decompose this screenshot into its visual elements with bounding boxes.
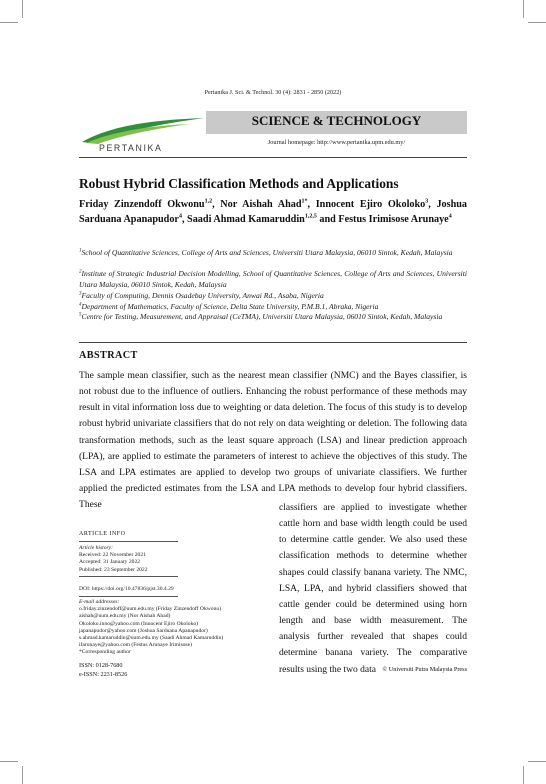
article-history	[79, 545, 269, 574]
email-entry[interactable]: aishah@uum.edu.my (Nor Aishah Ahad)	[79, 613, 171, 620]
affiliation-text: Institute of Strategic Industrial Decision Modelling, School of Quantitative Sciences, College of Arts and Sciences, Universiti Utara Malaysia, 06010 Sintok, Kedah, Malaysia	[79, 269, 467, 289]
doi[interactable]	[79, 586, 269, 593]
email-entry[interactable]: o.friday.zinzendoff@uum.edu.my (Friday Zinzendoff Okwonu)	[79, 606, 222, 613]
doi-link[interactable]: DOI: https://doi.org/10.47836/pjst.30.4.29	[79, 586, 174, 592]
email-entry[interactable]: Okoloko.inno@yahoo.com (Innocent Ejiro Okoloko)	[79, 620, 199, 627]
author-name: Innocent Ejiro Okoloko	[315, 199, 426, 210]
affiliation-1	[79, 248, 467, 259]
affiliation-5	[79, 312, 467, 323]
copyright: © Universiti Putra Malaysia Press	[382, 666, 467, 673]
affiliation-mark: 5	[79, 312, 82, 318]
journal-name: SCIENCE & TECHNOLOGY	[251, 113, 422, 128]
published-date: Published: 23 September 2022	[79, 566, 148, 573]
article-info-rule	[79, 576, 178, 577]
crop-mark	[0, 761, 18, 762]
author-affiliation-mark: 1,2,5	[304, 213, 317, 220]
accepted-date: Accepted: 31 January 2022	[79, 559, 141, 566]
author-affiliation-mark: 4	[448, 213, 452, 220]
email-addresses	[79, 599, 269, 657]
logo-text: PERTANIKA	[99, 143, 163, 153]
author-list	[79, 197, 467, 227]
crop-mark	[22, 0, 23, 18]
affiliation-mark: 2	[79, 269, 82, 275]
crop-mark	[528, 22, 546, 23]
affiliation-mark: 1	[79, 248, 82, 254]
crop-mark	[523, 0, 524, 18]
article-info-rule	[79, 541, 178, 542]
author-separator: ,	[428, 199, 437, 210]
author-separator: ,	[212, 199, 221, 210]
author-affiliation-mark: 4	[178, 213, 182, 220]
author-name: Festus Irimisose Arunaye	[338, 214, 449, 225]
author-separator: and	[316, 214, 339, 225]
affiliation-2	[79, 269, 467, 290]
affiliation-text: Centre for Testing, Measurement, and Appraisal (CeTMA), Universiti Utara Malaysia, 06010 Sintok, Kedah, Malaysia	[81, 312, 443, 321]
email-entry[interactable]: s.ahmad.kamaruddin@uum.edu.my (Saadi Ahmad Kamaruddin)	[79, 635, 224, 642]
email-entry[interactable]: ifarunaye@yahoo.com (Festus Arunaye Irimisose)	[79, 642, 192, 649]
author-affiliation-mark: 1*	[301, 198, 308, 205]
crop-mark	[0, 22, 18, 23]
logo-swoosh-icon	[80, 116, 206, 144]
pertanika-logo	[80, 112, 206, 152]
affiliation-mark: 4	[79, 302, 82, 308]
corresponding-author-note: *Corresponding author	[79, 649, 131, 656]
crop-mark	[22, 766, 23, 784]
crop-mark	[523, 766, 524, 784]
eissn: e-ISSN: 2231-8526	[79, 671, 128, 678]
history-label: Article history:	[79, 545, 114, 551]
author-name: Joshua Sarduana Apanapudor	[79, 199, 468, 225]
email-label: E-mail addresses:	[79, 599, 120, 605]
abstract-text: The sample mean classifier, such as the nearest mean classifier (NMC) and the Bayes classifier, is not robust due to the influence of outliers. Enhancing the robust performance of these methods may result in vital information loss due to weighting or data deletion. The focus of this study is to develop robust hybrid univariate classifiers that do not rely on data weighting or deletion. The following data transformation methods, such as the least square approach (LSA) and linear prediction approach (LPA), are applied to estimate the parameters of interest to achieve the objectives of this study. The LSA and LPA estimates are applied to develop two groups of univariate classifiers. We further applied the predicted estimates from the LSA and LPA methods to develop four hybrid classifiers. These	[79, 370, 467, 511]
issn: ISSN: 0128-7680	[79, 662, 123, 669]
header-rule	[79, 157, 467, 158]
author-name: Nor Aishah Ahad	[220, 199, 302, 210]
article-info-rule	[79, 596, 178, 597]
abstract-heading: ABSTRACT	[79, 350, 138, 361]
journal-reference: Pertanika J. Sci. & Technol. 30 (4): 2831 - 2850 (2022)	[204, 89, 342, 96]
author-affiliation-mark: 1,2	[204, 198, 213, 205]
abstract-text-continued: classifiers are applied to investigate whether cattle horn and base width length could be used to determine cattle gender. We also used these classification methods to determine whether shapes could classify banana variety. The NMC, LSA, LPA, and hybrid classifiers showed that cattle gender could be determined using horn length and base width measurement. The analysis further revealed that shapes could determine banana variety. The comparative results using the two data	[279, 502, 467, 675]
issn-block	[79, 661, 127, 679]
affiliation-mark: 3	[79, 291, 82, 297]
abstract-top-rule	[79, 342, 467, 343]
author-name: Friday Zinzendoff Okwonu	[79, 199, 205, 210]
affiliation-text: Faculty of Computing, Dennis Osadebay University, Anwai Rd., Asaba, Nigeria	[81, 291, 324, 300]
affiliation-3	[79, 291, 467, 302]
author-separator: ,	[307, 199, 316, 210]
author-separator: ,	[181, 214, 188, 225]
affiliation-text: Department of Mathematics, Faculty of Science, Delta State University, P.M.B.1, Abraka, Nigeria	[81, 302, 379, 311]
article-info-heading: ARTICLE INFO	[79, 531, 126, 537]
received-date: Received: 22 November 2021	[79, 552, 146, 559]
article-title: Robust Hybrid Classification Methods and Applications	[79, 176, 399, 191]
crop-mark	[528, 761, 546, 762]
email-entry[interactable]: japanapudor@yahoo.com (Joshua Sarduana Apanapudor)	[79, 627, 208, 634]
affiliation-text: School of Quantitative Sciences, College of Arts and Sciences, Universiti Utara Malaysia, 06010 Sintok, Kedah, Malaysia	[81, 248, 453, 257]
journal-homepage-link[interactable]: Journal homepage: http://www.pertanika.upm.edu.my/	[267, 139, 406, 146]
author-affiliation-mark: 3	[425, 198, 429, 205]
author-name: Saadi Ahmad Kamaruddin	[187, 214, 305, 225]
